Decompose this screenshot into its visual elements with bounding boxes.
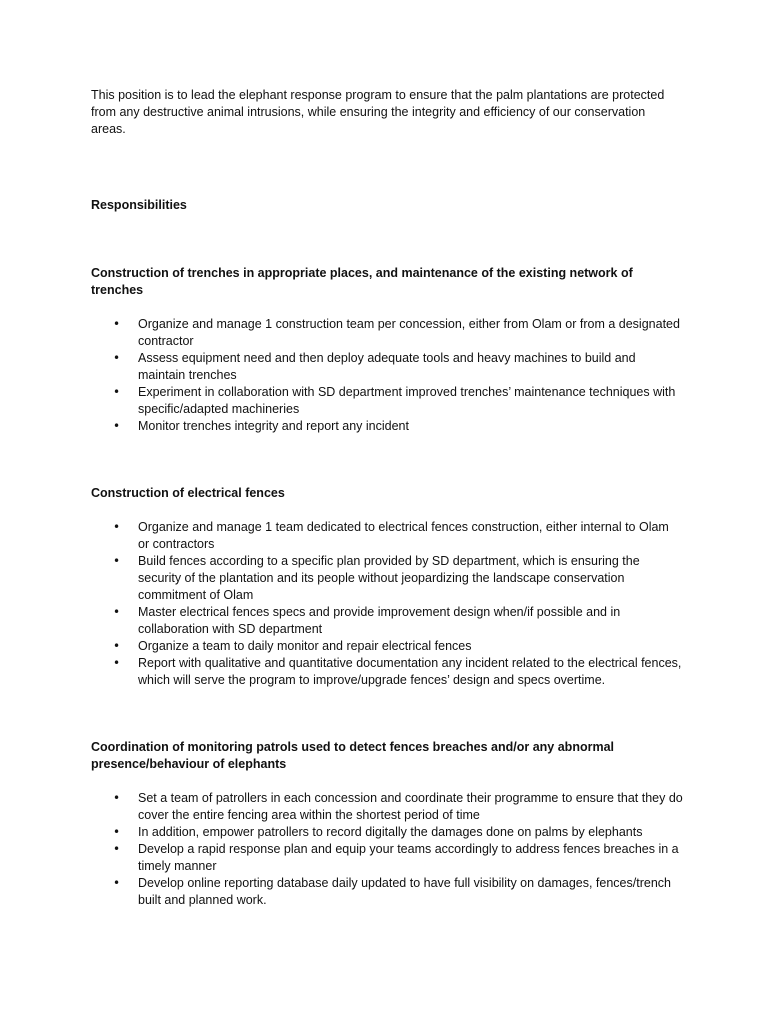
list-item: • Master electrical fences specs and provide improvement design when/if possible and in collaboration with SD department [91, 604, 683, 638]
list-item: • Organize and manage 1 construction team per concession, either from Olam or from a designated contractor [91, 316, 683, 350]
list-item: • Monitor trenches integrity and report any incident [91, 418, 683, 435]
list-item: • Experiment in collaboration with SD department improved trenches’ maintenance techniques with specific/adapted machineries [91, 384, 683, 418]
list-item: • In addition, empower patrollers to record digitally the damages done on palms by elephants [91, 824, 683, 841]
list-item: • Organize and manage 1 team dedicated to electrical fences construction, either internal to Olam or contractors [91, 519, 683, 553]
trenches-list [91, 316, 691, 435]
responsibilities-heading: Responsibilities [91, 198, 187, 212]
section-heading-electrical-fences: Construction of electrical fences [91, 486, 285, 500]
list-item: • Develop online reporting database daily updated to have full visibility on damages, fences/trench built and planned work. [91, 875, 683, 909]
list-item: • Build fences according to a specific plan provided by SD department, which is ensuring the security of the plantation and its people without jeopardizing the landscape conservation commitment of Olam [91, 553, 683, 604]
list-item: • Organize a team to daily monitor and repair electrical fences [91, 638, 683, 655]
section-heading-patrols: Coordination of monitoring patrols used to detect fences breaches and/or any abnormal presence/behaviour of elephants [91, 740, 614, 771]
list-item: • Set a team of patrollers in each concession and coordinate their programme to ensure that they do cover the entire fencing area within the shortest period of time [91, 790, 683, 824]
intro-paragraph: This position is to lead the elephant response program to ensure that the palm plantations are protected from any destructive animal intrusions, while ensuring the integrity and efficiency of our conservation areas. [91, 88, 665, 136]
patrols-list [91, 790, 691, 909]
list-item: • Assess equipment need and then deploy adequate tools and heavy machines to build and maintain trenches [91, 350, 683, 384]
document-page [91, 87, 691, 909]
electrical-fences-list [91, 519, 691, 689]
section-heading-trenches: Construction of trenches in appropriate places, and maintenance of the existing network of trenches [91, 266, 633, 297]
list-item: • Report with qualitative and quantitative documentation any incident related to the electrical fences, which will serve the program to improve/upgrade fences’ design and specs overtime. [91, 655, 683, 689]
list-item: • Develop a rapid response plan and equip your teams accordingly to address fences breaches in a timely manner [91, 841, 683, 875]
